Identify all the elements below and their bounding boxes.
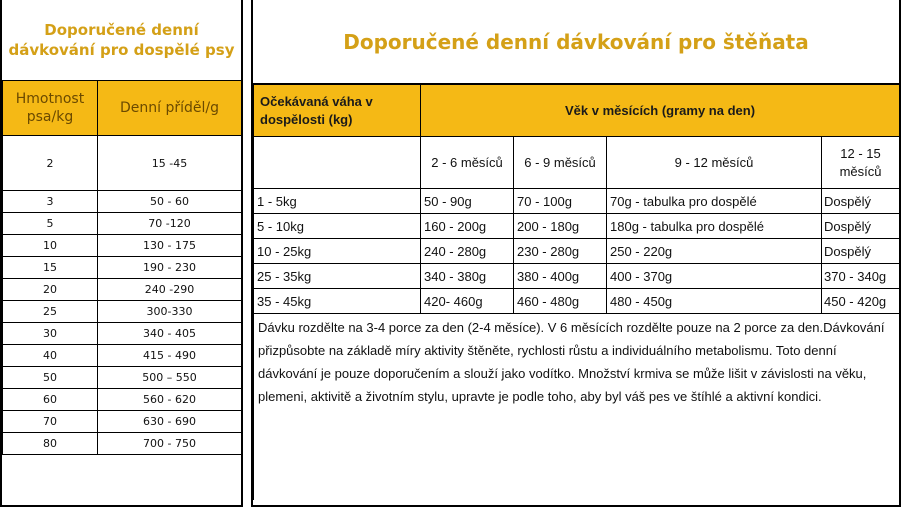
adult-weight-cell: 10 <box>3 235 98 257</box>
puppy-age-9-12-cell: 180g - tabulka pro dospělé <box>607 214 822 239</box>
adult-ration-cell: 700 - 750 <box>98 433 242 455</box>
adult-ration-cell: 300-330 <box>98 301 242 323</box>
adult-ration-cell: 240 -290 <box>98 279 242 301</box>
adult-ration-cell: 190 - 230 <box>98 257 242 279</box>
puppy-age-12-15-cell: Dospělý <box>822 189 900 214</box>
puppy-table-row <box>254 289 900 314</box>
puppy-table-row <box>254 214 900 239</box>
adult-table-row <box>3 235 242 257</box>
puppy-header-weight: Očekávaná váha v dospělosti (kg) <box>254 85 421 137</box>
adult-ration-cell: 560 - 620 <box>98 389 242 411</box>
puppy-age-9-12-cell: 70g - tabulka pro dospělé <box>607 189 822 214</box>
puppy-age-12-15-cell: 450 - 420g <box>822 289 900 314</box>
adult-weight-cell: 40 <box>3 345 98 367</box>
puppy-age-6-9-cell: 380 - 400g <box>514 264 607 289</box>
adult-weight-cell: 60 <box>3 389 98 411</box>
puppy-age-column: 9 - 12 měsíců <box>607 137 822 189</box>
puppy-age-2-6-cell: 420- 460g <box>421 289 514 314</box>
adult-weight-cell: 70 <box>3 411 98 433</box>
puppy-age-9-12-cell: 480 - 450g <box>607 289 822 314</box>
puppy-header-age: Věk v měsících (gramy na den) <box>421 85 900 137</box>
adult-weight-cell: 3 <box>3 191 98 213</box>
puppy-weight-cell: 1 - 5kg <box>254 189 421 214</box>
adult-ration-cell: 130 - 175 <box>98 235 242 257</box>
puppy-age-2-6-cell: 240 - 280g <box>421 239 514 264</box>
adult-weight-cell: 80 <box>3 433 98 455</box>
adult-ration-cell: 50 - 60 <box>98 191 242 213</box>
puppy-age-6-9-cell: 200 - 180g <box>514 214 607 239</box>
adult-ration-cell: 15 -45 <box>98 136 242 191</box>
puppy-age-6-9-cell: 230 - 280g <box>514 239 607 264</box>
adult-ration-cell: 630 - 690 <box>98 411 242 433</box>
puppy-table-row <box>254 264 900 289</box>
puppy-age-12-15-cell: Dospělý <box>822 239 900 264</box>
puppy-dosing-table <box>251 0 901 507</box>
adult-header-weight: Hmotnost psa/kg <box>3 81 98 136</box>
puppy-weight-cell: 5 - 10kg <box>254 214 421 239</box>
puppy-table-title: Doporučené denní dávkování pro štěňata <box>253 0 899 84</box>
adult-header-ration: Denní příděl/g <box>98 81 242 136</box>
adult-weight-cell: 2 <box>3 136 98 191</box>
adult-table-row <box>3 411 242 433</box>
adult-table-row <box>3 213 242 235</box>
puppy-table <box>253 84 900 500</box>
adult-ration-cell: 70 -120 <box>98 213 242 235</box>
puppy-weight-cell: 35 - 45kg <box>254 289 421 314</box>
puppy-age-12-15-cell: 370 - 340g <box>822 264 900 289</box>
puppy-weight-cell: 25 - 35kg <box>254 264 421 289</box>
puppy-age-9-12-cell: 400 - 370g <box>607 264 822 289</box>
puppy-age-2-6-cell: 50 - 90g <box>421 189 514 214</box>
adult-weight-cell: 30 <box>3 323 98 345</box>
puppy-note-row <box>254 314 900 500</box>
adult-table-row <box>3 367 242 389</box>
adult-table-row <box>3 279 242 301</box>
puppy-age-6-9-cell: 70 - 100g <box>514 189 607 214</box>
puppy-note-text: Dávku rozdělte na 3-4 porce za den (2-4 měsíce). V 6 měsících rozdělte pouze na 2 porce za den.Dávkování přizpůsobte na základě míry aktivity štěněte, rychlosti růstu a individuálního metabolismu. Toto denní dávkování je pouze doporučením a slouží jako vodítko. Množství krmiva se může lišit v závislosti na věku, plemeni, aktivitě a životním stylu, upravte je podle toho, aby byl váš pes ve štíhlé a aktivní kondici. <box>254 314 900 500</box>
adult-table-row <box>3 301 242 323</box>
adult-table-row <box>3 433 242 455</box>
adult-table-row <box>3 257 242 279</box>
puppy-age-9-12-cell: 250 - 220g <box>607 239 822 264</box>
puppy-age-column: 2 - 6 měsíců <box>421 137 514 189</box>
adult-table <box>2 80 242 455</box>
adult-weight-cell: 25 <box>3 301 98 323</box>
puppy-table-row <box>254 239 900 264</box>
puppy-age-column: 6 - 9 měsíců <box>514 137 607 189</box>
adult-ration-cell: 500 – 550 <box>98 367 242 389</box>
puppy-age-2-6-cell: 340 - 380g <box>421 264 514 289</box>
puppy-table-row <box>254 189 900 214</box>
adult-table-row <box>3 345 242 367</box>
puppy-header-row <box>254 85 900 137</box>
puppy-age-columns-row <box>254 137 900 189</box>
puppy-age-column: 12 - 15 měsíců <box>822 137 900 189</box>
adult-table-row <box>3 136 242 191</box>
adult-weight-cell: 50 <box>3 367 98 389</box>
adult-table-row <box>3 323 242 345</box>
adult-table-row <box>3 191 242 213</box>
puppy-age-12-15-cell: Dospělý <box>822 214 900 239</box>
adult-table-row <box>3 389 242 411</box>
puppy-age-blank-cell <box>254 137 421 189</box>
adult-weight-cell: 5 <box>3 213 98 235</box>
adult-table-title: Doporučené denní dávkování pro dospělé psy <box>8 21 235 59</box>
puppy-age-2-6-cell: 160 - 200g <box>421 214 514 239</box>
adult-weight-cell: 15 <box>3 257 98 279</box>
puppy-weight-cell: 10 - 25kg <box>254 239 421 264</box>
puppy-age-6-9-cell: 460 - 480g <box>514 289 607 314</box>
adult-header-row <box>3 81 242 136</box>
adult-ration-cell: 340 - 405 <box>98 323 242 345</box>
adult-weight-cell: 20 <box>3 279 98 301</box>
adult-ration-cell: 415 - 490 <box>98 345 242 367</box>
adult-dosing-table <box>0 0 243 507</box>
